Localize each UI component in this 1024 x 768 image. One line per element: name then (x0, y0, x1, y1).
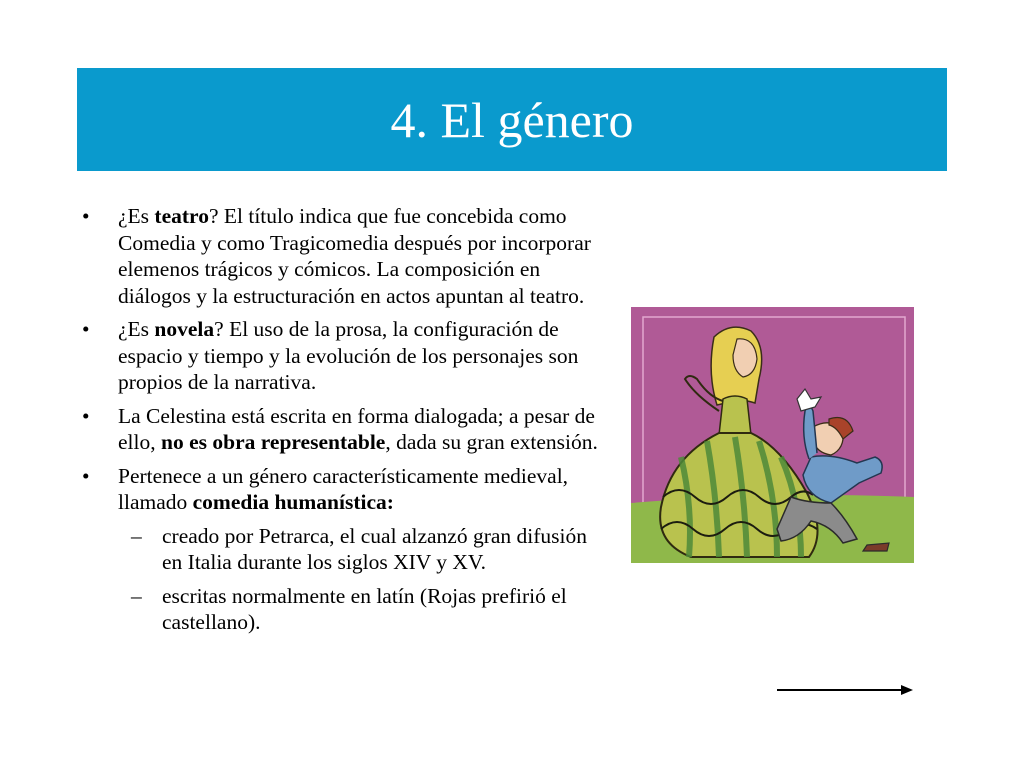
bullet-item-comedia-humanistica (80, 463, 600, 516)
bullet-text: , dada su gran extensión. (385, 430, 598, 454)
bullet-text: ¿Es (118, 204, 155, 228)
bullet-list (80, 203, 600, 643)
lady-bodice (719, 396, 751, 438)
bullet-keyword: no es obra representable (161, 430, 386, 454)
bullet-keyword: novela (154, 317, 215, 341)
slide-title: 4. El género (390, 91, 634, 148)
bullet-text: ? El uso de la prosa, la configuración de espacio y tiempo y la evolución de los personajes son propios de la narrativa. (118, 317, 579, 394)
bullet-text: ? El título indica que fue concebida como Comedia y como Tragicomedia después por incorporar elemenos trágicos y cómicos. La composición en diálogos y la estructuración en actos apuntan al teatro. (118, 204, 591, 308)
bullet-item-teatro (80, 203, 600, 309)
bullet-text: Pertenece a un género característicamente medieval, llamado (118, 463, 569, 514)
courtship-scene-illustration (631, 307, 914, 563)
bullet-item-representable (80, 403, 600, 456)
bullet-marker: • (82, 463, 90, 488)
subbullet-item-latin (80, 583, 600, 636)
subbullet-marker: – (131, 583, 142, 608)
bullet-text: ¿Es (118, 317, 155, 341)
bullet-marker: • (82, 317, 90, 341)
subbullet-text: creado por Petrarca, el cual alzanzó gran difusión en Italia durante los siglos XIV y XV. (162, 523, 588, 574)
bullet-marker: • (82, 403, 90, 428)
bullet-keyword: teatro (154, 204, 209, 228)
subbullet-item-petrarca (80, 523, 600, 576)
title-bar (77, 68, 947, 171)
bullet-marker: • (82, 204, 90, 228)
bullet-item-novela (80, 316, 600, 396)
arrow-head (901, 685, 913, 695)
subbullet-marker: – (131, 523, 142, 548)
bullet-text: La Celestina está escrita en forma dialogada; a pesar de ello, (118, 403, 595, 454)
bullet-keyword: comedia humanística: (192, 490, 394, 514)
subbullet-text: escritas normalmente en latín (Rojas prefirió el castellano). (162, 583, 567, 634)
next-arrow-icon[interactable] (775, 682, 915, 698)
